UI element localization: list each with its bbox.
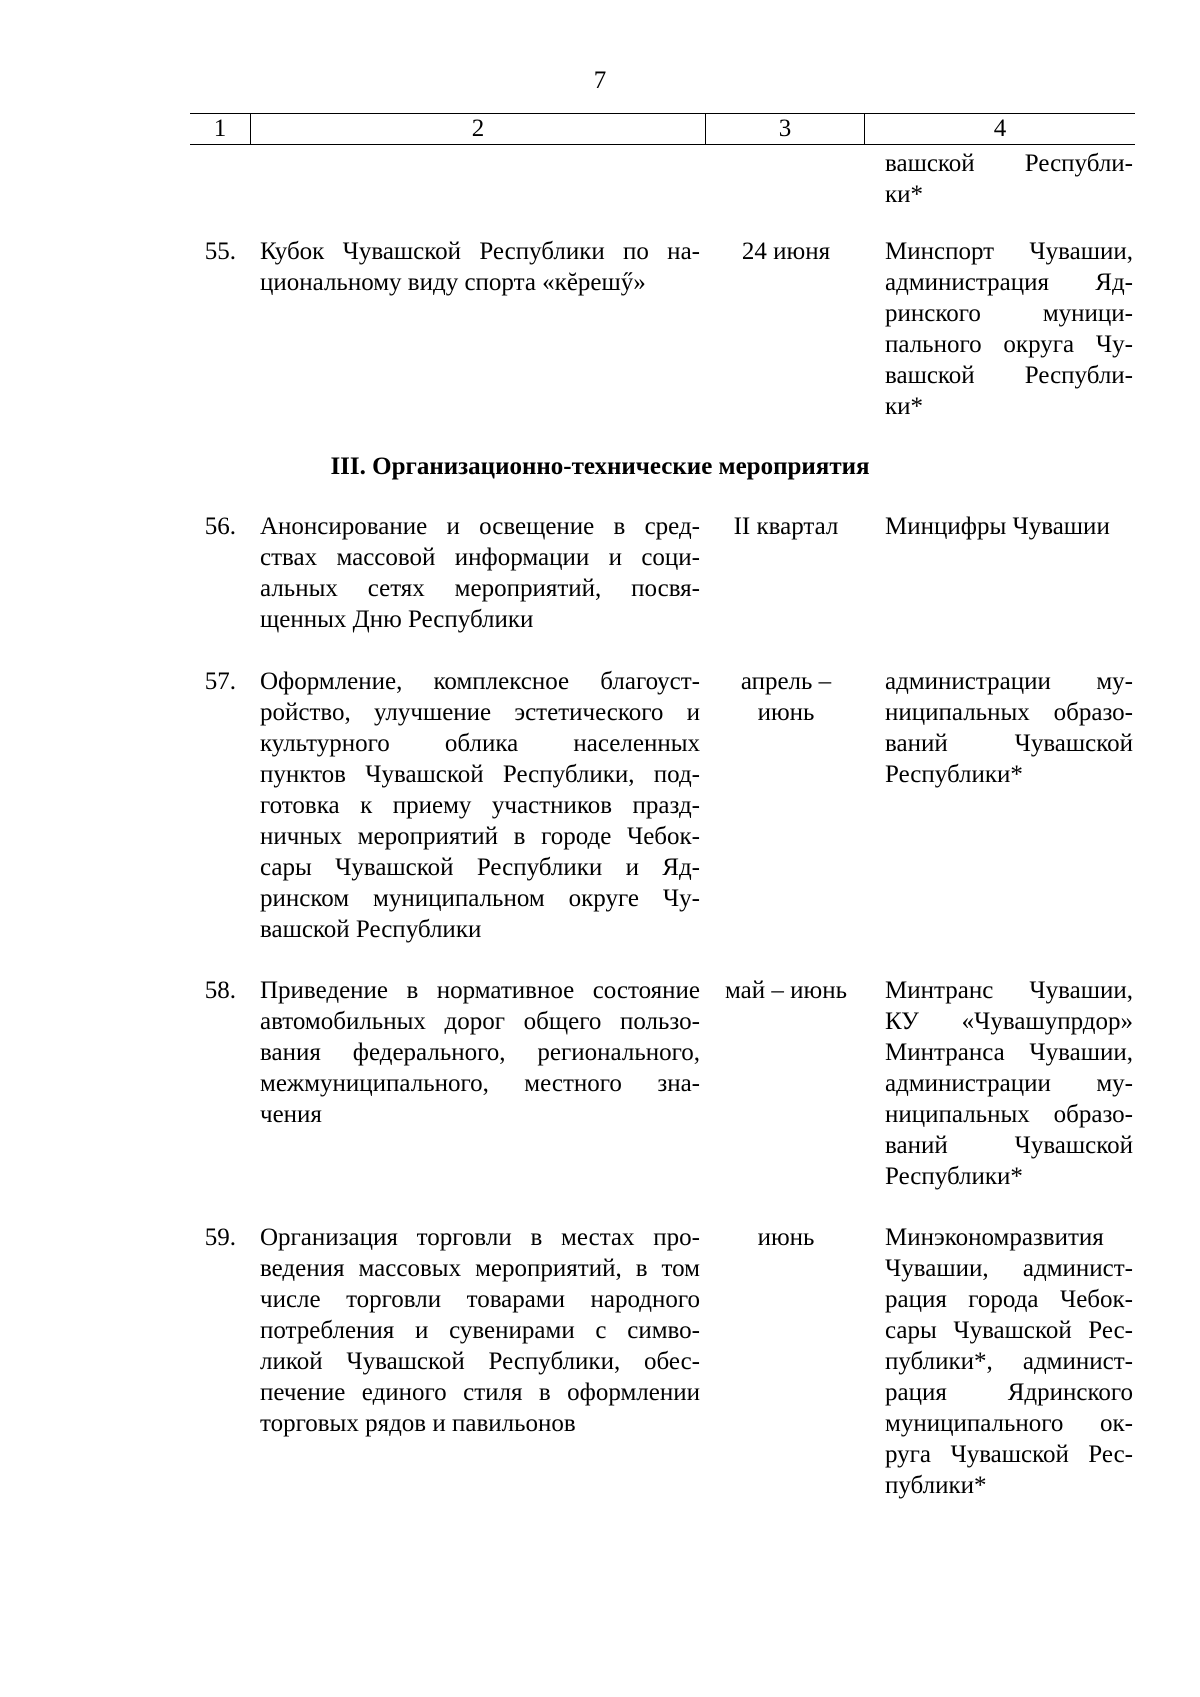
date-line: июнь (757, 699, 815, 726)
row-number: 59. (204, 1224, 236, 1251)
org-line: Чувашии, админист- (885, 1255, 1133, 1282)
row-number: 58. (204, 977, 236, 1004)
desc-line: культурного облика населенных (260, 730, 700, 757)
row-organization (885, 975, 1133, 1192)
date-line: апрель – (740, 668, 832, 695)
org-line: администрации му- (885, 1070, 1133, 1097)
table-row-56 (0, 511, 1200, 635)
row-date (707, 666, 865, 728)
desc-line: сары Чувашской Республики и Яд- (260, 854, 700, 881)
date-line: июнь (757, 1224, 815, 1251)
row-description (260, 236, 700, 298)
desc-line: печение единого стиля в оформлении (260, 1379, 700, 1406)
org-line: Минцифры Чувашии (885, 513, 1110, 540)
table-row-55 (0, 236, 1200, 422)
date-line: май – июнь (725, 977, 847, 1004)
desc-line: ведения массовых мероприятий, в том (260, 1255, 700, 1282)
row-date (707, 236, 865, 267)
row-organization (885, 666, 1133, 790)
org-line: КУ «Чувашупрдор» (885, 1008, 1133, 1035)
desc-line: альных сетях мероприятий, посвя- (260, 575, 700, 602)
row-number: 57. (204, 668, 236, 695)
table-row-58 (0, 975, 1200, 1192)
org-line: вашской Республи- (885, 362, 1133, 389)
row-organization (885, 236, 1133, 422)
org-line: ваний Чувашской (885, 1132, 1133, 1159)
desc-line: ройство, улучшение эстетического и (260, 699, 700, 726)
table-row-59 (0, 1222, 1200, 1501)
desc-line: Оформление, комплексное благоуст- (260, 668, 700, 695)
org-line: муниципального ок- (885, 1410, 1133, 1437)
row-date (707, 975, 865, 1006)
row-number: 55. (204, 238, 236, 265)
row-number: 56. (204, 513, 236, 540)
org-line: Минспорт Чувашии, (885, 238, 1133, 265)
column-header-4: 4 (865, 114, 1136, 145)
desc-line: торговых рядов и павильонов (260, 1410, 576, 1437)
org-line: ваний Чувашской (885, 730, 1133, 757)
column-header-3: 3 (706, 114, 865, 145)
org-line: сары Чувашской Рес- (885, 1317, 1133, 1344)
desc-line: Организация торговли в местах про- (260, 1224, 700, 1251)
column-header-row (190, 114, 1135, 145)
org-line: Минэкономразвития (885, 1224, 1104, 1251)
org-line: администрация Яд- (885, 269, 1133, 296)
date-line: II квартал (733, 513, 839, 540)
org-line: рация Ядринского (885, 1379, 1133, 1406)
org-line: ринского муници- (885, 300, 1133, 327)
desc-line: числе торговли товарами народного (260, 1286, 700, 1313)
org-line: ниципальных образо- (885, 699, 1133, 726)
org-line: Республики* (885, 1163, 1023, 1190)
org-line: Минтранс Чувашии, (885, 977, 1133, 1004)
desc-line: вания федерального, регионального, (260, 1039, 700, 1066)
continuation-org (885, 148, 1133, 210)
row-organization (885, 1222, 1133, 1501)
org-line: ки* (885, 181, 924, 208)
table-row-57 (0, 666, 1200, 945)
date-line: 24 июня (741, 238, 831, 265)
section-title: III. Организационно-технические мероприятия (330, 453, 870, 480)
column-header-table (190, 113, 1135, 145)
desc-line: пунктов Чувашской Республики, под- (260, 761, 700, 788)
document-body (0, 148, 1200, 1501)
org-line: ниципальных образо- (885, 1101, 1133, 1128)
desc-line: ничных мероприятий в городе Чебок- (260, 823, 700, 850)
org-line: Минтранса Чувашии, (885, 1039, 1133, 1066)
desc-line: межмуниципального, местного зна- (260, 1070, 700, 1097)
org-line: администрации му- (885, 668, 1133, 695)
org-line: Республики* (885, 761, 1023, 788)
row-date (707, 511, 865, 542)
row-description (260, 511, 700, 635)
row-description (260, 975, 700, 1130)
org-line: публики*, админист- (885, 1348, 1133, 1375)
desc-line: ринском муниципальном округе Чу- (260, 885, 700, 912)
desc-line: Приведение в нормативное состояние (260, 977, 700, 1004)
page-number: 7 (593, 67, 607, 94)
row-date (707, 1222, 865, 1253)
desc-line: ствах массовой информации и соци- (260, 544, 700, 571)
desc-line: Анонсирование и освещение в сред- (260, 513, 700, 540)
desc-line: щенных Дню Республики (260, 606, 534, 633)
row-organization (885, 511, 1133, 542)
desc-line: чения (260, 1101, 322, 1128)
continuation-row (0, 148, 1200, 210)
org-line: руга Чувашской Рес- (885, 1441, 1133, 1468)
desc-line: готовка к приему участников празд- (260, 792, 700, 819)
desc-line: потребления и сувенирами с симво- (260, 1317, 700, 1344)
desc-line: автомобильных дорог общего пользо- (260, 1008, 700, 1035)
org-line: публики* (885, 1472, 987, 1499)
org-line: вашской Республи- (885, 150, 1133, 177)
desc-line: ликой Чувашской Республики, обес- (260, 1348, 700, 1375)
desc-line: Кубок Чувашской Республики по на- (260, 238, 700, 265)
row-description (260, 666, 700, 945)
org-line: пального округа Чу- (885, 331, 1133, 358)
desc-line: циональному виду спорта «кĕрешӳ» (260, 269, 646, 296)
org-line: ки* (885, 393, 924, 420)
desc-line: вашской Республики (260, 916, 482, 943)
org-line: рация города Чебок- (885, 1286, 1133, 1313)
column-header-2: 2 (251, 114, 706, 145)
column-header-1: 1 (190, 114, 251, 145)
row-description (260, 1222, 700, 1439)
